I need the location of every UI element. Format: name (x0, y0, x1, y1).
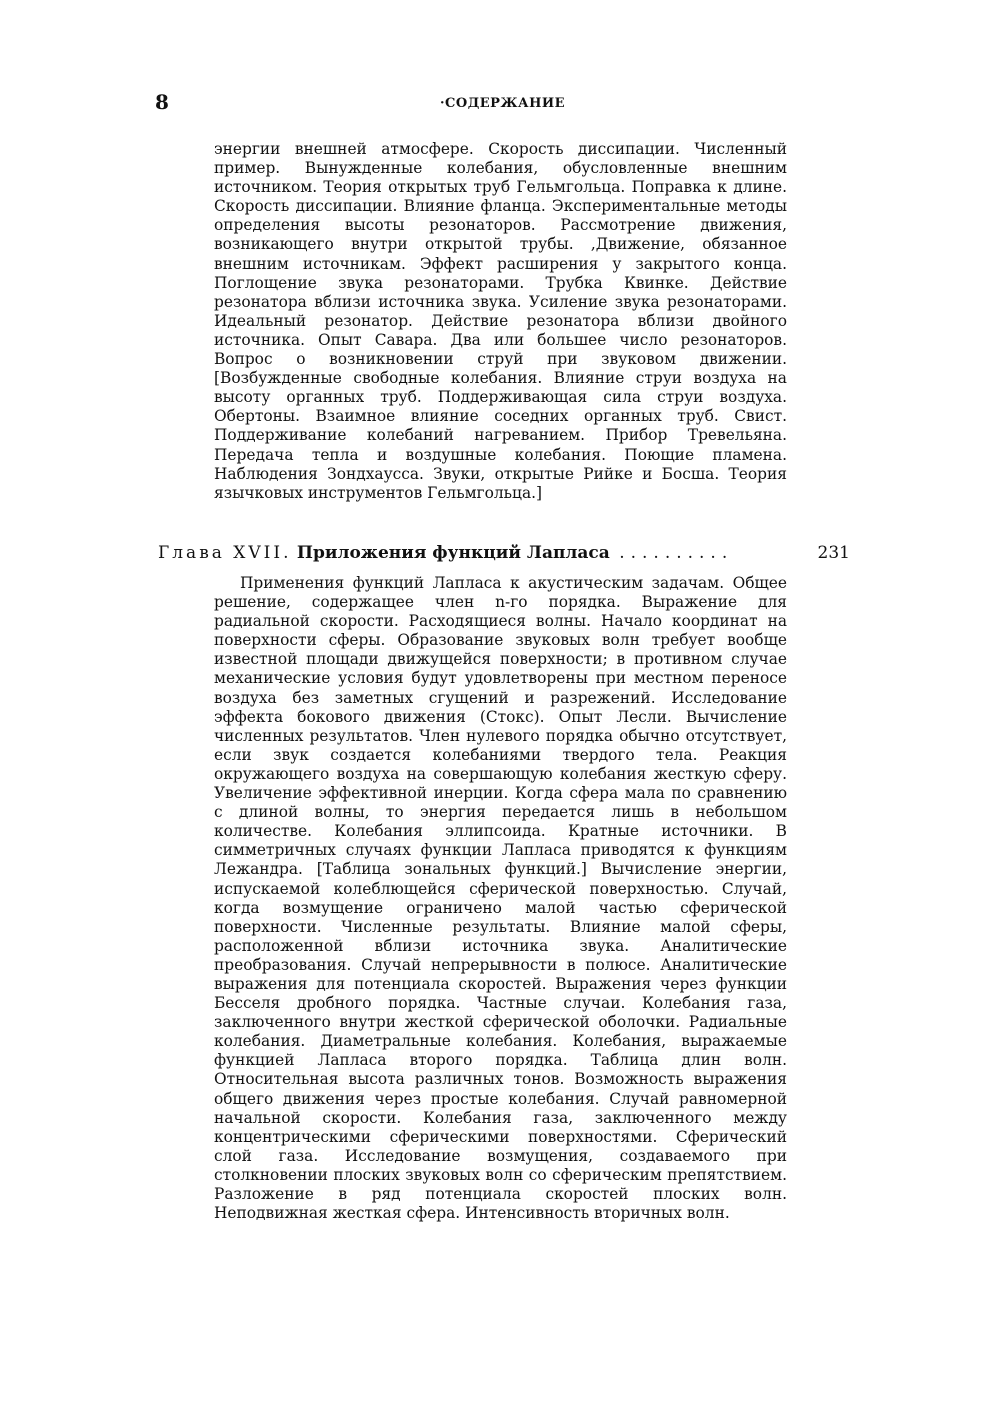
chapter-title: Приложения функций Лапласа (296, 543, 610, 563)
dot-leaders: .......... (619, 543, 734, 563)
chapter-summary-text: Применения функций Лапласа к акустическим задачам. Общее решение, содержащее член n-го порядка. Выражение для радиальной скорости. Расходящиеся волны. Начало координат на поверхности сферы. Образование звуковых волн требует вообще известной площади движущейся поверхности; в противном случае механические условия будут удовлетворены при местном переносе воздуха без заметных сгущений и разрежений. Исследование эффекта бокового движения (Стокс). Опыт Лесли. Вычисление численных результатов. Член нулевого порядка обычно отсутствует, если звук создается колебаниями твердого тела. Реакция окружающего воздуха на совершающую колебания жесткую сферу. Увеличение эффективной инерции. Когда сфера мала по сравнению с длиной волны, то энергия передается лишь в небольшом количестве. Колебания эллипсоида. Кратные источники. В симметричных случаях функции Лапласа приводятся к функциям Лежандра. [Таблица зональных функций.] Вычисление энергии, испускаемой колеблющейся сферической поверхностью. Случай, когда возмущение ограничено малой частью сферической поверхности. Численные результаты. Влияние малой сферы, расположенной вблизи источника звука. Аналитические преобразования. Случай непрерывности в полюсе. Аналитические выражения для потенциала скоростей. Выражения через функции Бесселя дробного порядка. Частные случаи. Колебания газа, заключенного внутри жесткой сферической оболочки. Радиальные колебания. Диаметральные колебания. Колебания, выражаемые функцией Лапласа второго порядка. Таблица длин волн. Относительная высота различных тонов. Возможность выражения общего движения через простые колебания. Случай равномерной начальной скорости. Колебания газа, заключенного между концентрическими сферическими поверхностями. Сферический слой газа. Исследование возмущения, создаваемого при столкновении плоских звуковых волн со сферическим препятствием. Разложение в ряд потенциала скоростей плоских волн. Неподвижная жесткая сфера. Интенсивность вторичных волн. (214, 574, 787, 1223)
chapter-label: Глава XVII. (158, 543, 292, 563)
chapter-heading (158, 543, 850, 567)
chapter-page-number: 231 (817, 543, 850, 563)
page-number: 8 (155, 90, 169, 114)
running-title: ·СОДЕРЖАНИЕ (440, 96, 566, 111)
previous-chapter-text: энергии внешней атмосфере. Скорость диссипации. Численный пример. Вынужденные колебания, обусловленные внешним источником. Теория открытых труб Гельмгольца. Поправка к длине. Скорость диссипации. Влияние фланца. Экспериментальные методы определения высоты резонаторов. Рассмотрение движения, возникающего внутри открытой трубы. ,Движение, обязанное внешним источникам. Эффект расширения у закрытого конца. Поглощение звука резонаторами. Трубка Квинке. Действие резонатора вблизи источника звука. Усиление звука резонаторами. Идеальный резонатор. Действие резонатора вблизи двойного источника. Опыт Савара. Два или большее число резонаторов. Вопрос о возникновении струй при звуковом движении. [Возбужденные свободные колебания. Влияние струи воздуха на высоту органных труб. Поддерживающая сила струи воздуха. Обертоны. Взаимное влияние соседних органных труб. Свист. Поддерживание колебаний нагреванием. Прибор Тревельяна. Передача тепла и воздушные колебания. Поющие пламена. Наблюдения Зондхаусса. Звуки, открытые Рийке и Босша. Теория язычковых инструментов Гельмгольца.] (214, 140, 787, 502)
